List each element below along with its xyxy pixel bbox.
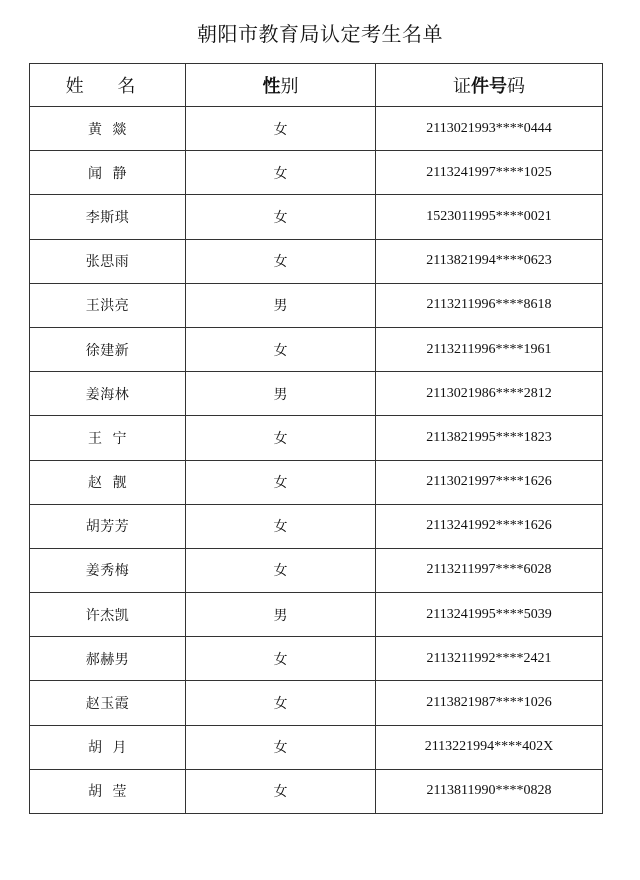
- header-id-bold: 件号: [471, 76, 507, 97]
- cell-name: 胡芳芳: [30, 504, 186, 548]
- cell-name: 王洪亮: [30, 283, 186, 327]
- table-row: [30, 372, 603, 416]
- table-row: [30, 460, 603, 504]
- header-id: [376, 64, 603, 107]
- cell-gender: 女: [186, 460, 376, 504]
- header-id-rest: 码: [507, 76, 525, 97]
- table-row: [30, 548, 603, 592]
- cell-id-number: 2113221994****402X: [376, 725, 603, 769]
- cell-name: 李斯琪: [30, 195, 186, 239]
- cell-name: 黄 燚: [30, 107, 186, 151]
- table-row: [30, 504, 603, 548]
- table-row: [30, 283, 603, 327]
- cell-id-number: 2113021986****2812: [376, 372, 603, 416]
- cell-name: 徐建新: [30, 327, 186, 371]
- cell-id-number: 2113021993****0444: [376, 107, 603, 151]
- cell-id-number: 2113211992****2421: [376, 637, 603, 681]
- cell-name: 赵玉霞: [30, 681, 186, 725]
- cell-name: 张思雨: [30, 239, 186, 283]
- document-title: 朝阳市教育局认定考生名单: [197, 22, 443, 46]
- table-row: [30, 151, 603, 195]
- table-row: [30, 195, 603, 239]
- cell-gender: 女: [186, 548, 376, 592]
- cell-gender: 女: [186, 239, 376, 283]
- cell-name: 赵 靓: [30, 460, 186, 504]
- header-gender-rest: 别: [280, 76, 299, 97]
- table-row: [30, 725, 603, 769]
- cell-gender: 女: [186, 416, 376, 460]
- cell-id-number: 2113241997****1025: [376, 151, 603, 195]
- cell-gender: 女: [186, 637, 376, 681]
- cell-gender: 女: [186, 769, 376, 813]
- cell-gender: 女: [186, 725, 376, 769]
- cell-gender: 女: [186, 504, 376, 548]
- cell-id-number: 2113811990****0828: [376, 769, 603, 813]
- table-row: [30, 416, 603, 460]
- header-name: 姓 名: [30, 64, 186, 107]
- cell-gender: 女: [186, 107, 376, 151]
- cell-id-number: 2113821994****0623: [376, 239, 603, 283]
- header-gender-bold: 性: [262, 76, 281, 97]
- cell-gender: 男: [186, 593, 376, 637]
- cell-id-number: 2113241995****5039: [376, 593, 603, 637]
- table-header-row: [30, 64, 603, 107]
- table-row: [30, 681, 603, 725]
- table-row: [30, 769, 603, 813]
- cell-gender: 女: [186, 195, 376, 239]
- table-row: [30, 239, 603, 283]
- table-row: [30, 593, 603, 637]
- header-gender: [186, 64, 376, 107]
- table-body: [30, 107, 603, 814]
- cell-name: 许杰凯: [30, 593, 186, 637]
- cell-id-number: 1523011995****0021: [376, 195, 603, 239]
- table-row: [30, 637, 603, 681]
- cell-id-number: 2113211996****1961: [376, 327, 603, 371]
- cell-name: 胡 莹: [30, 769, 186, 813]
- candidate-table: [29, 63, 603, 814]
- table-row: [30, 107, 603, 151]
- cell-name: 姜秀梅: [30, 548, 186, 592]
- cell-gender: 男: [186, 283, 376, 327]
- cell-gender: 女: [186, 327, 376, 371]
- cell-gender: 女: [186, 681, 376, 725]
- cell-name: 姜海林: [30, 372, 186, 416]
- cell-id-number: 2113821995****1823: [376, 416, 603, 460]
- cell-gender: 女: [186, 151, 376, 195]
- cell-gender: 男: [186, 372, 376, 416]
- cell-id-number: 2113821987****1026: [376, 681, 603, 725]
- cell-id-number: 2113211997****6028: [376, 548, 603, 592]
- table-row: [30, 327, 603, 371]
- cell-name: 王 宁: [30, 416, 186, 460]
- cell-name: 郝赫男: [30, 637, 186, 681]
- cell-id-number: 2113241992****1626: [376, 504, 603, 548]
- header-id-prefix: 证: [453, 76, 471, 97]
- cell-name: 胡 月: [30, 725, 186, 769]
- cell-id-number: 2113021997****1626: [376, 460, 603, 504]
- cell-id-number: 2113211996****8618: [376, 283, 603, 327]
- cell-name: 闻 静: [30, 151, 186, 195]
